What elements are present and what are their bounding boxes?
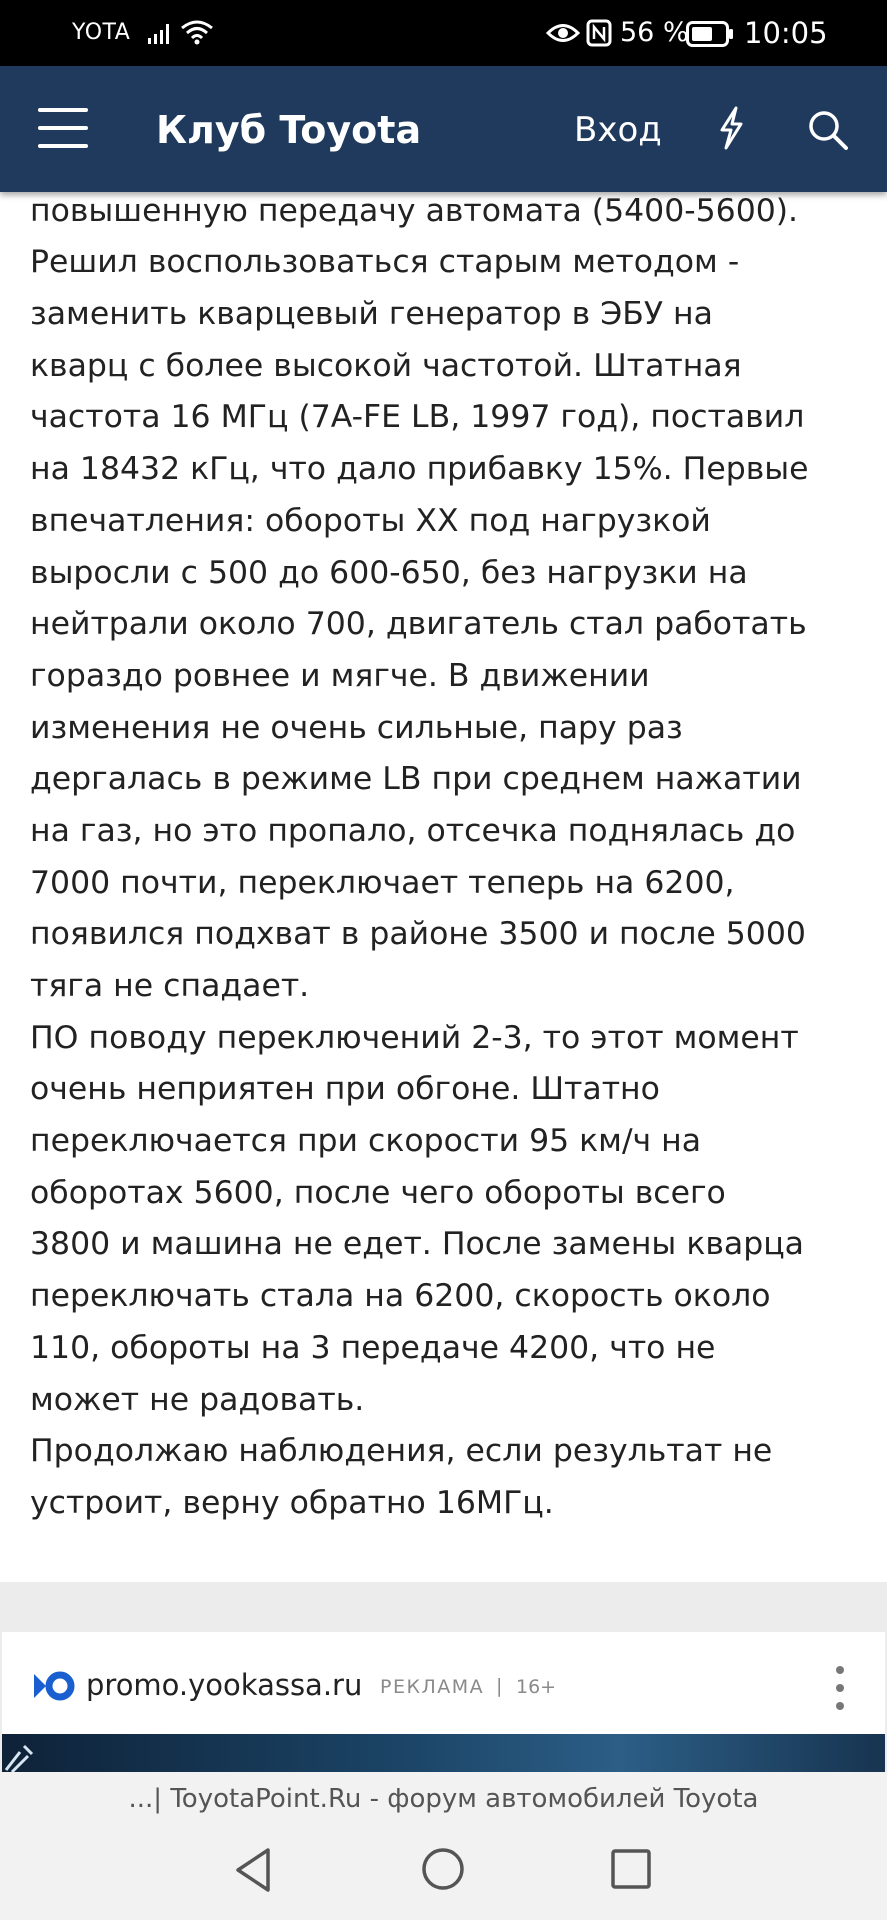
clock: 10:05 [744, 16, 828, 50]
post-text-line: заменить кварцевый генератор в ЭБУ на [30, 296, 713, 333]
post-text [30, 160, 870, 1530]
wifi-icon [180, 18, 214, 46]
post-text-line: нейтрали около 700, двигатель стал работать [30, 606, 807, 643]
status-bar [0, 0, 887, 66]
post-text-line: дергалась в режиме LB при среднем нажатии [30, 761, 802, 798]
search-icon[interactable] [808, 110, 848, 150]
post-text-line: устроит, верну обратно 16МГц. [30, 1484, 554, 1521]
post-text-line: на газ, но это пропало, отсечка поднялась до [30, 812, 796, 849]
bolt-icon[interactable] [716, 106, 746, 150]
post-text-line: переключать стала на 6200, скорость около [30, 1278, 771, 1315]
signal-icon [148, 22, 174, 44]
carrier-name: YOTA [72, 20, 131, 45]
post-text-line: может не радовать. [30, 1381, 365, 1418]
content-separator [0, 1582, 887, 1632]
ad-image-decoration [2, 1734, 62, 1774]
post-text-line: выросли с 500 до 600-650, без нагрузки на [30, 554, 748, 591]
eye-icon [546, 20, 580, 46]
site-title[interactable]: Клуб Toyota [156, 108, 422, 152]
back-icon[interactable] [232, 1846, 276, 1894]
ad-label: РЕКЛАМА [380, 1676, 485, 1698]
post-text-line: Решил воспользоваться старым методом - [30, 244, 740, 281]
menu-icon [38, 108, 88, 112]
post-text-line: Продолжаю наблюдения, если результат не [30, 1433, 773, 1470]
menu-button[interactable] [38, 106, 88, 150]
post-text-line: ПО поводу переключений 2-3, то этот момент [30, 1019, 799, 1056]
login-button[interactable]: Вход [574, 110, 662, 150]
home-icon[interactable] [420, 1846, 466, 1892]
post-text-line: оборотах 5600, после чего обороты всего [30, 1174, 726, 1211]
post-text-line: переключается при скорости 95 км/ч на [30, 1123, 702, 1160]
post-text-line: изменения не очень сильные, пару раз [30, 709, 683, 746]
menu-icon-bar [38, 126, 88, 130]
post-text-line: впечатления: обороты ХХ под нагрузкой [30, 502, 711, 539]
post-text-line: кварц с более высокой частотой. Штатная [30, 347, 742, 384]
post-text-line: появился подхват в районе 3500 и после 5000 [30, 916, 806, 953]
menu-icon-bar [38, 144, 88, 148]
post-text-line: частота 16 МГц (7A-FE LB, 1997 год), поставил [30, 399, 805, 436]
page-title-text[interactable]: ...| ToyotaPoint.Ru - форум автомобилей Toyota [128, 1784, 759, 1814]
post-content [0, 160, 887, 1582]
ad-separator: | [496, 1675, 503, 1697]
recents-icon[interactable] [610, 1848, 652, 1890]
more-vertical-icon[interactable] [828, 1666, 852, 1710]
app-bar [0, 66, 887, 192]
ad-image[interactable] [2, 1734, 885, 1774]
battery-percent: 56 % [620, 17, 689, 48]
battery-icon [686, 21, 734, 47]
post-text-line: 110, обороты на 3 передаче 4200, что не [30, 1329, 716, 1366]
nfc-icon [586, 19, 612, 47]
yookassa-logo-icon [32, 1670, 74, 1702]
post-text-line: тяга не спадает. [30, 968, 310, 1004]
ad-domain-link[interactable]: promo.yookassa.ru [86, 1668, 363, 1702]
post-text-line: 3800 и машина не едет. После замены кварца [30, 1226, 804, 1263]
post-text-line: 7000 почти, переключает теперь на 6200, [30, 864, 735, 901]
post-text-line: повышенную передачу автомата (5400-5600). [30, 192, 799, 229]
post-text-line: на 18432 кГц, что дало прибавку 15%. Первые [30, 451, 809, 488]
post-text-line: очень неприятен при обгоне. Штатно [30, 1071, 660, 1108]
system-nav-bar [0, 1828, 887, 1920]
browser-title-bar[interactable] [0, 1772, 887, 1828]
ad-age-rating: 16+ [516, 1676, 557, 1698]
post-text-line: гораздо ровнее и мягче. В движении [30, 657, 650, 694]
